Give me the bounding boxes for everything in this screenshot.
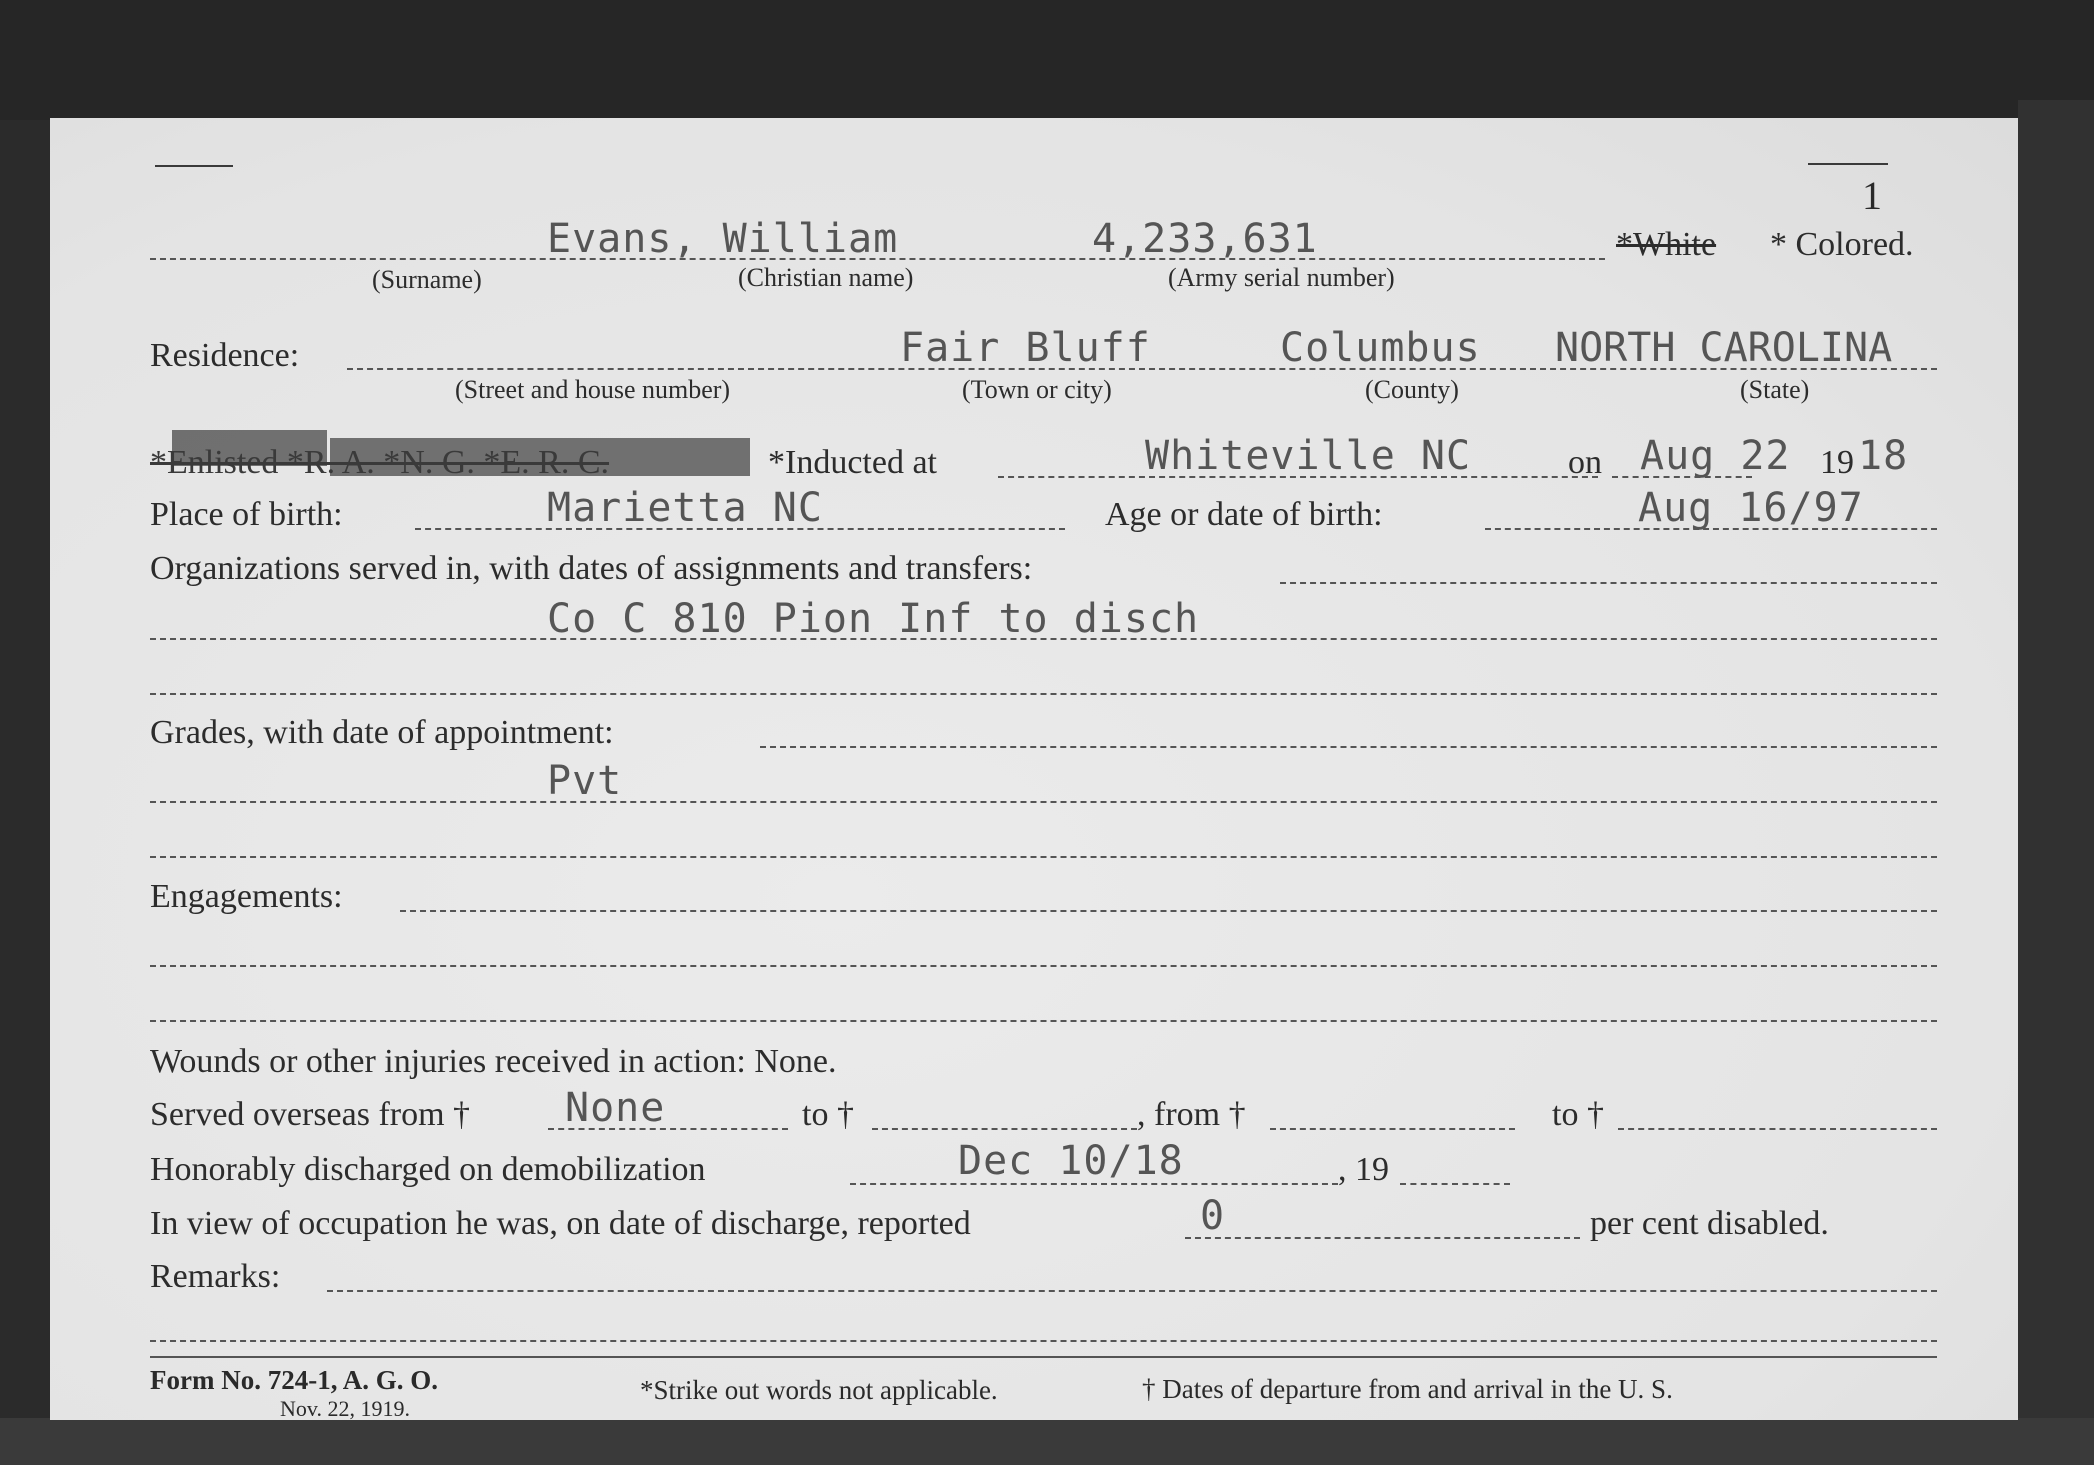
residence-label: Residence: [150,337,300,374]
overseas-from2-label: , from † [1137,1096,1246,1133]
birth-date-value: Aug 16/97 [1638,485,1864,531]
christian-name-caption: (Christian name) [738,263,914,292]
service-record-card [50,118,2018,1420]
page-number: 1 [1862,173,1882,218]
discharged-date-value: Dec 10/18 [958,1138,1184,1184]
state-caption: (State) [1740,375,1810,404]
county-value: Columbus [1280,325,1481,371]
form-number: Form No. 724-1, A. G. O. [150,1365,438,1395]
inducted-place-value: Whiteville NC [1145,433,1472,479]
year-suffix: 18 [1858,433,1909,479]
year-prefix: 19 [1820,444,1854,481]
discharged-label: Honorably discharged on demobilization [150,1151,706,1188]
top-left-rule [155,165,233,167]
county-caption: (County) [1365,375,1459,404]
remarks-line-1 [327,1290,1937,1292]
overseas-to-line [872,1128,1137,1130]
disabled-suffix: per cent disabled. [1590,1205,1829,1242]
white-label: *White [1616,226,1717,263]
serial-caption: (Army serial number) [1168,263,1395,292]
scanner-background-right [2018,100,2094,1430]
inducted-date-value: Aug 22 [1640,433,1791,479]
town-value: Fair Bluff [900,325,1151,371]
remarks-line-2 [150,1340,1937,1342]
discharged-year-line [1400,1183,1510,1185]
inducted-label: *Inducted at [768,444,937,481]
on-label: on [1568,444,1602,481]
engagements-line-1 [400,910,1937,912]
street-caption: (Street and house number) [455,375,731,404]
wounds-text: Wounds or other injuries received in action: None. [150,1043,837,1080]
name-value: Evans, William [547,216,899,262]
disabled-line [1185,1237,1580,1239]
overseas-label: Served overseas from † [150,1096,471,1133]
overseas-to2-label: to † [1552,1096,1604,1133]
town-caption: (Town or city) [962,375,1112,404]
discharged-year-prefix: , 19 [1338,1151,1389,1188]
top-right-rule [1808,163,1888,165]
remarks-label: Remarks: [150,1258,281,1295]
overseas-from2-line [1270,1128,1515,1130]
engagements-line-3 [150,1020,1937,1022]
organizations-line-1 [1280,582,1937,584]
colored-label: * Colored. [1770,226,1914,263]
disabled-value: 0 [1200,1193,1226,1239]
form-date: Nov. 22, 1919. [280,1396,410,1421]
organizations-label: Organizations served in, with dates of assignments and transfers: [150,550,1033,587]
overseas-to-label: to † [802,1096,854,1133]
grades-line-2 [150,801,1937,803]
white-option [1616,226,1716,264]
enlisted-options: *Enlisted *R. A. *N. G. *E. R. C. [150,444,610,481]
overseas-to2-line [1618,1128,1937,1130]
age-label: Age or date of birth: [1105,496,1383,533]
engagements-label: Engagements: [150,878,343,915]
grades-line-3 [150,856,1937,858]
organizations-value: Co C 810 Pion Inf to disch [547,596,1200,642]
scanner-background-top [0,0,2094,120]
birth-place-value: Marietta NC [547,485,823,531]
footer-rule [150,1356,1937,1358]
grades-value: Pvt [547,758,623,804]
birth-place-label: Place of birth: [150,496,343,533]
dates-note: † Dates of departure from and arrival in the U. S. [1142,1374,1673,1404]
engagements-line-2 [150,965,1937,967]
grades-label: Grades, with date of appointment: [150,714,614,751]
occupation-label: In view of occupation he was, on date of discharge, reported [150,1205,971,1242]
serial-value: 4,233,631 [1092,216,1318,262]
state-value: NORTH CAROLINA [1555,325,1893,371]
grades-line-1 [760,746,1937,748]
overseas-value: None [565,1085,666,1131]
strike-note: *Strike out words not applicable. [640,1375,998,1405]
scanner-background-bottom [0,1418,2094,1465]
organizations-line-3 [150,693,1937,695]
surname-caption: (Surname) [372,265,482,294]
